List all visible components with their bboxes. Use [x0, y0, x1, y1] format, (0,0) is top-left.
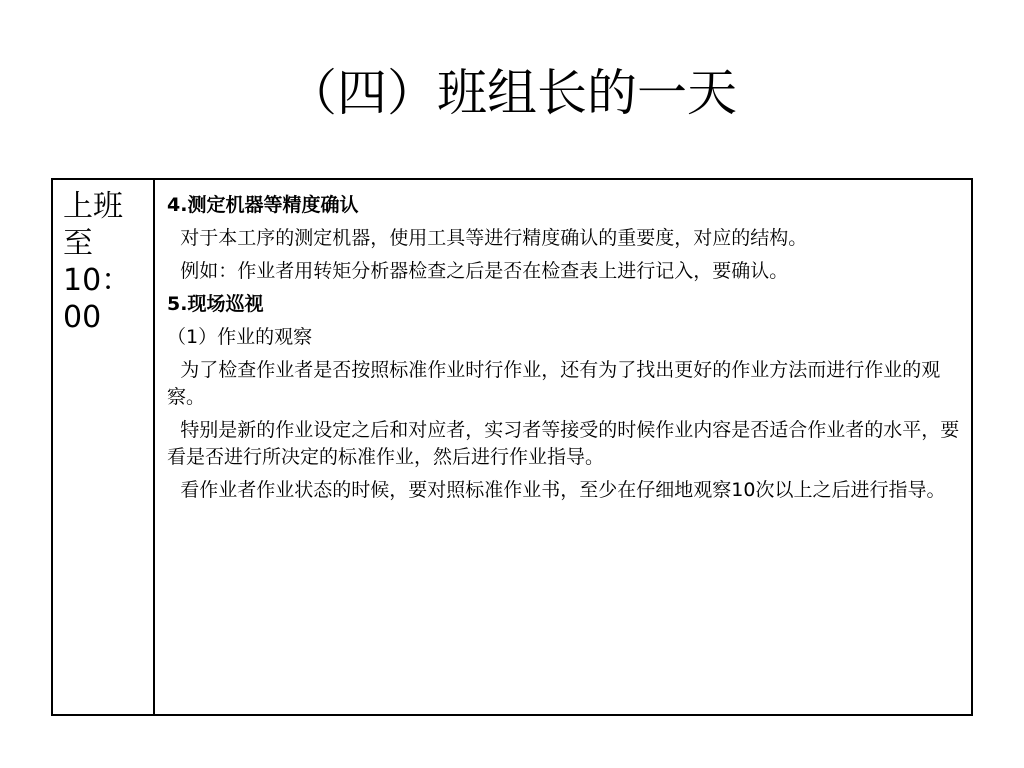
time-line: 00	[63, 300, 102, 335]
paragraph: 对于本工序的测定机器，使用工具等进行精度确认的重要度，对应的结构。	[180, 227, 808, 249]
schedule-table	[51, 178, 973, 716]
time-cell	[52, 179, 154, 715]
time-line: 10：	[63, 263, 132, 298]
paragraph: 例如：作业者用转矩分析器检查之后是否在检查表上进行记入，要确认。	[180, 260, 789, 282]
slide-title: （四）班组长的一天	[287, 64, 737, 122]
paragraph: 看作业者作业状态的时候，要对照标准作业书，至少在仔细地观察10次以上之后进行指导。	[180, 479, 946, 501]
content-cell	[154, 179, 972, 715]
paragraph: 为了检查作业者是否按照标准作业时行作业，还有为了找出更好的作业方法而进行作业的观察。	[167, 359, 941, 408]
time-line: 至	[63, 226, 93, 261]
section-heading-site-patrol: 5.现场巡视	[167, 293, 264, 315]
paragraph: 特别是新的作业设定之后和对应者，实习者等接受的时候作业内容是否适合作业者的水平，要看是否进行所决定的标准作业，然后进行作业指导。	[167, 419, 960, 468]
subheading-work-observation: （1）作业的观察	[167, 326, 313, 348]
table-row	[52, 179, 972, 715]
time-line: 上班	[63, 189, 123, 224]
section-heading-precision-check: 4.测定机器等精度确认	[167, 194, 359, 216]
